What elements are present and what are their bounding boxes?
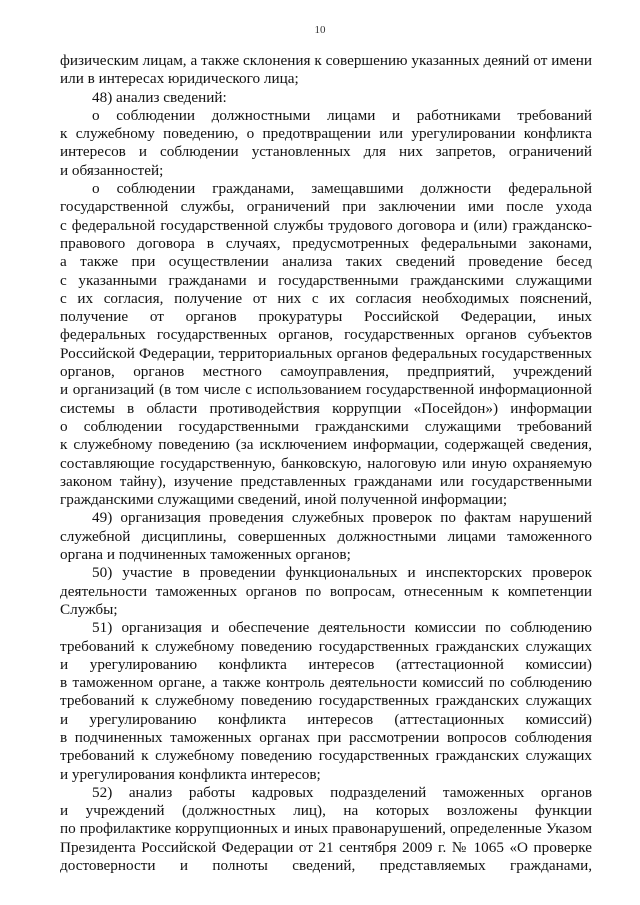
text-line: получение от органов прокуратуры Российской Федерации, иных bbox=[60, 308, 592, 326]
text-line: к служебному поведению (за исключением информации, содержащей сведения, bbox=[60, 436, 592, 454]
text-line: о соблюдении государственными гражданскими служащими требований bbox=[60, 417, 592, 435]
text-line: и урегулирования конфликта интересов; bbox=[60, 765, 321, 783]
text-line: в подчиненных таможенных органах при рассмотрении вопросов соблюдения bbox=[60, 728, 592, 746]
text-line: к служебному поведению, о предотвращении или урегулировании конфликта bbox=[60, 125, 592, 143]
text-line: достоверности и полноты сведений, представляемых гражданами, bbox=[60, 857, 592, 875]
text-line: служебной дисциплины, совершенных должностными лицами таможенного bbox=[60, 527, 592, 545]
text-line: 51) организация и обеспечение деятельности комиссии по соблюдению bbox=[92, 619, 592, 637]
text-line: и урегулированию конфликта интересов (аттестационной комиссии) bbox=[60, 655, 592, 673]
text-line: 49) организация проведения служебных проверок по фактам нарушений bbox=[92, 509, 592, 527]
text-line: и обязанностей; bbox=[60, 161, 164, 179]
text-line: правового договора в случаях, предусмотренных федеральными законами, bbox=[60, 234, 592, 252]
text-line: и урегулированию конфликта интересов (аттестационных комиссий) bbox=[60, 710, 592, 728]
text-line: Службы; bbox=[60, 600, 118, 618]
text-line: государственной службы, ограничений при заключении ими после ухода bbox=[60, 198, 592, 216]
text-line: 52) анализ работы кадровых подразделений таможенных органов bbox=[92, 783, 592, 801]
text-line: органов, органов местного самоуправления, предприятий, учреждений bbox=[60, 363, 592, 381]
text-line: и учреждений (должностных лиц), на которых возложены функции bbox=[60, 802, 592, 820]
text-line: о соблюдении гражданами, замещавшими должности федеральной bbox=[92, 180, 592, 198]
text-line: по профилактике коррупционных и иных правонарушений, определенные Указом bbox=[60, 820, 592, 838]
text-line: а также при осуществлении анализа таких сведений проведение бесед bbox=[60, 253, 592, 271]
text-line: законом тайну), изучение представленных гражданами или государственными bbox=[60, 472, 592, 490]
document-body bbox=[60, 52, 592, 875]
text-line: системы в области противодействия коррупции «Посейдон») информации bbox=[60, 399, 592, 417]
text-line: 50) участие в проведении функциональных и инспекторских проверок bbox=[92, 564, 592, 582]
text-line: о соблюдении должностными лицами и работниками требований bbox=[92, 106, 592, 124]
text-line: физическим лицам, а также склонения к совершению указанных деяний от имени bbox=[60, 52, 592, 69]
text-line: требований к служебному поведению государственных гражданских служащих bbox=[60, 637, 592, 655]
text-line: требований к служебному поведению государственных гражданских служащих bbox=[60, 747, 592, 765]
text-line: Российской Федерации, территориальных органов федеральных государственных bbox=[60, 344, 592, 362]
page-number: 10 bbox=[314, 24, 326, 36]
text-line: интересов и соблюдении установленных для них запретов, ограничений bbox=[60, 143, 592, 161]
text-line: гражданскими служащими сведений, иной полученной информации; bbox=[60, 491, 508, 509]
text-line: требований к служебному поведению государственных гражданских служащих bbox=[60, 692, 592, 710]
text-line: составляющие государственную, банковскую, налоговую или иную охраняемую bbox=[60, 454, 592, 472]
text-line: Президента Российской Федерации от 21 сентября 2009 г. № 1065 «О проверке bbox=[60, 838, 592, 856]
text-line: с указанными гражданами и государственными гражданскими служащими bbox=[60, 271, 592, 289]
text-line: с их согласия, получение от них с их согласия необходимых пояснений, bbox=[60, 289, 592, 307]
text-line: деятельности таможенных органов по вопросам, отнесенным к компетенции bbox=[60, 582, 592, 600]
text-line: или в интересах юридического лица; bbox=[60, 70, 299, 88]
text-line: федеральных государственных органов, государственных органов субъектов bbox=[60, 326, 592, 344]
text-line: с федеральной государственной службы трудового договора и (или) гражданско- bbox=[60, 216, 592, 234]
text-line: и организаций (в том числе с использованием государственной информационной bbox=[60, 381, 592, 399]
text-line: 48) анализ сведений: bbox=[92, 88, 227, 106]
text-line: органа и подчиненных таможенных органов; bbox=[60, 546, 351, 564]
text-line: в таможенном органе, а также контроль деятельности комиссий по соблюдению bbox=[60, 674, 592, 692]
